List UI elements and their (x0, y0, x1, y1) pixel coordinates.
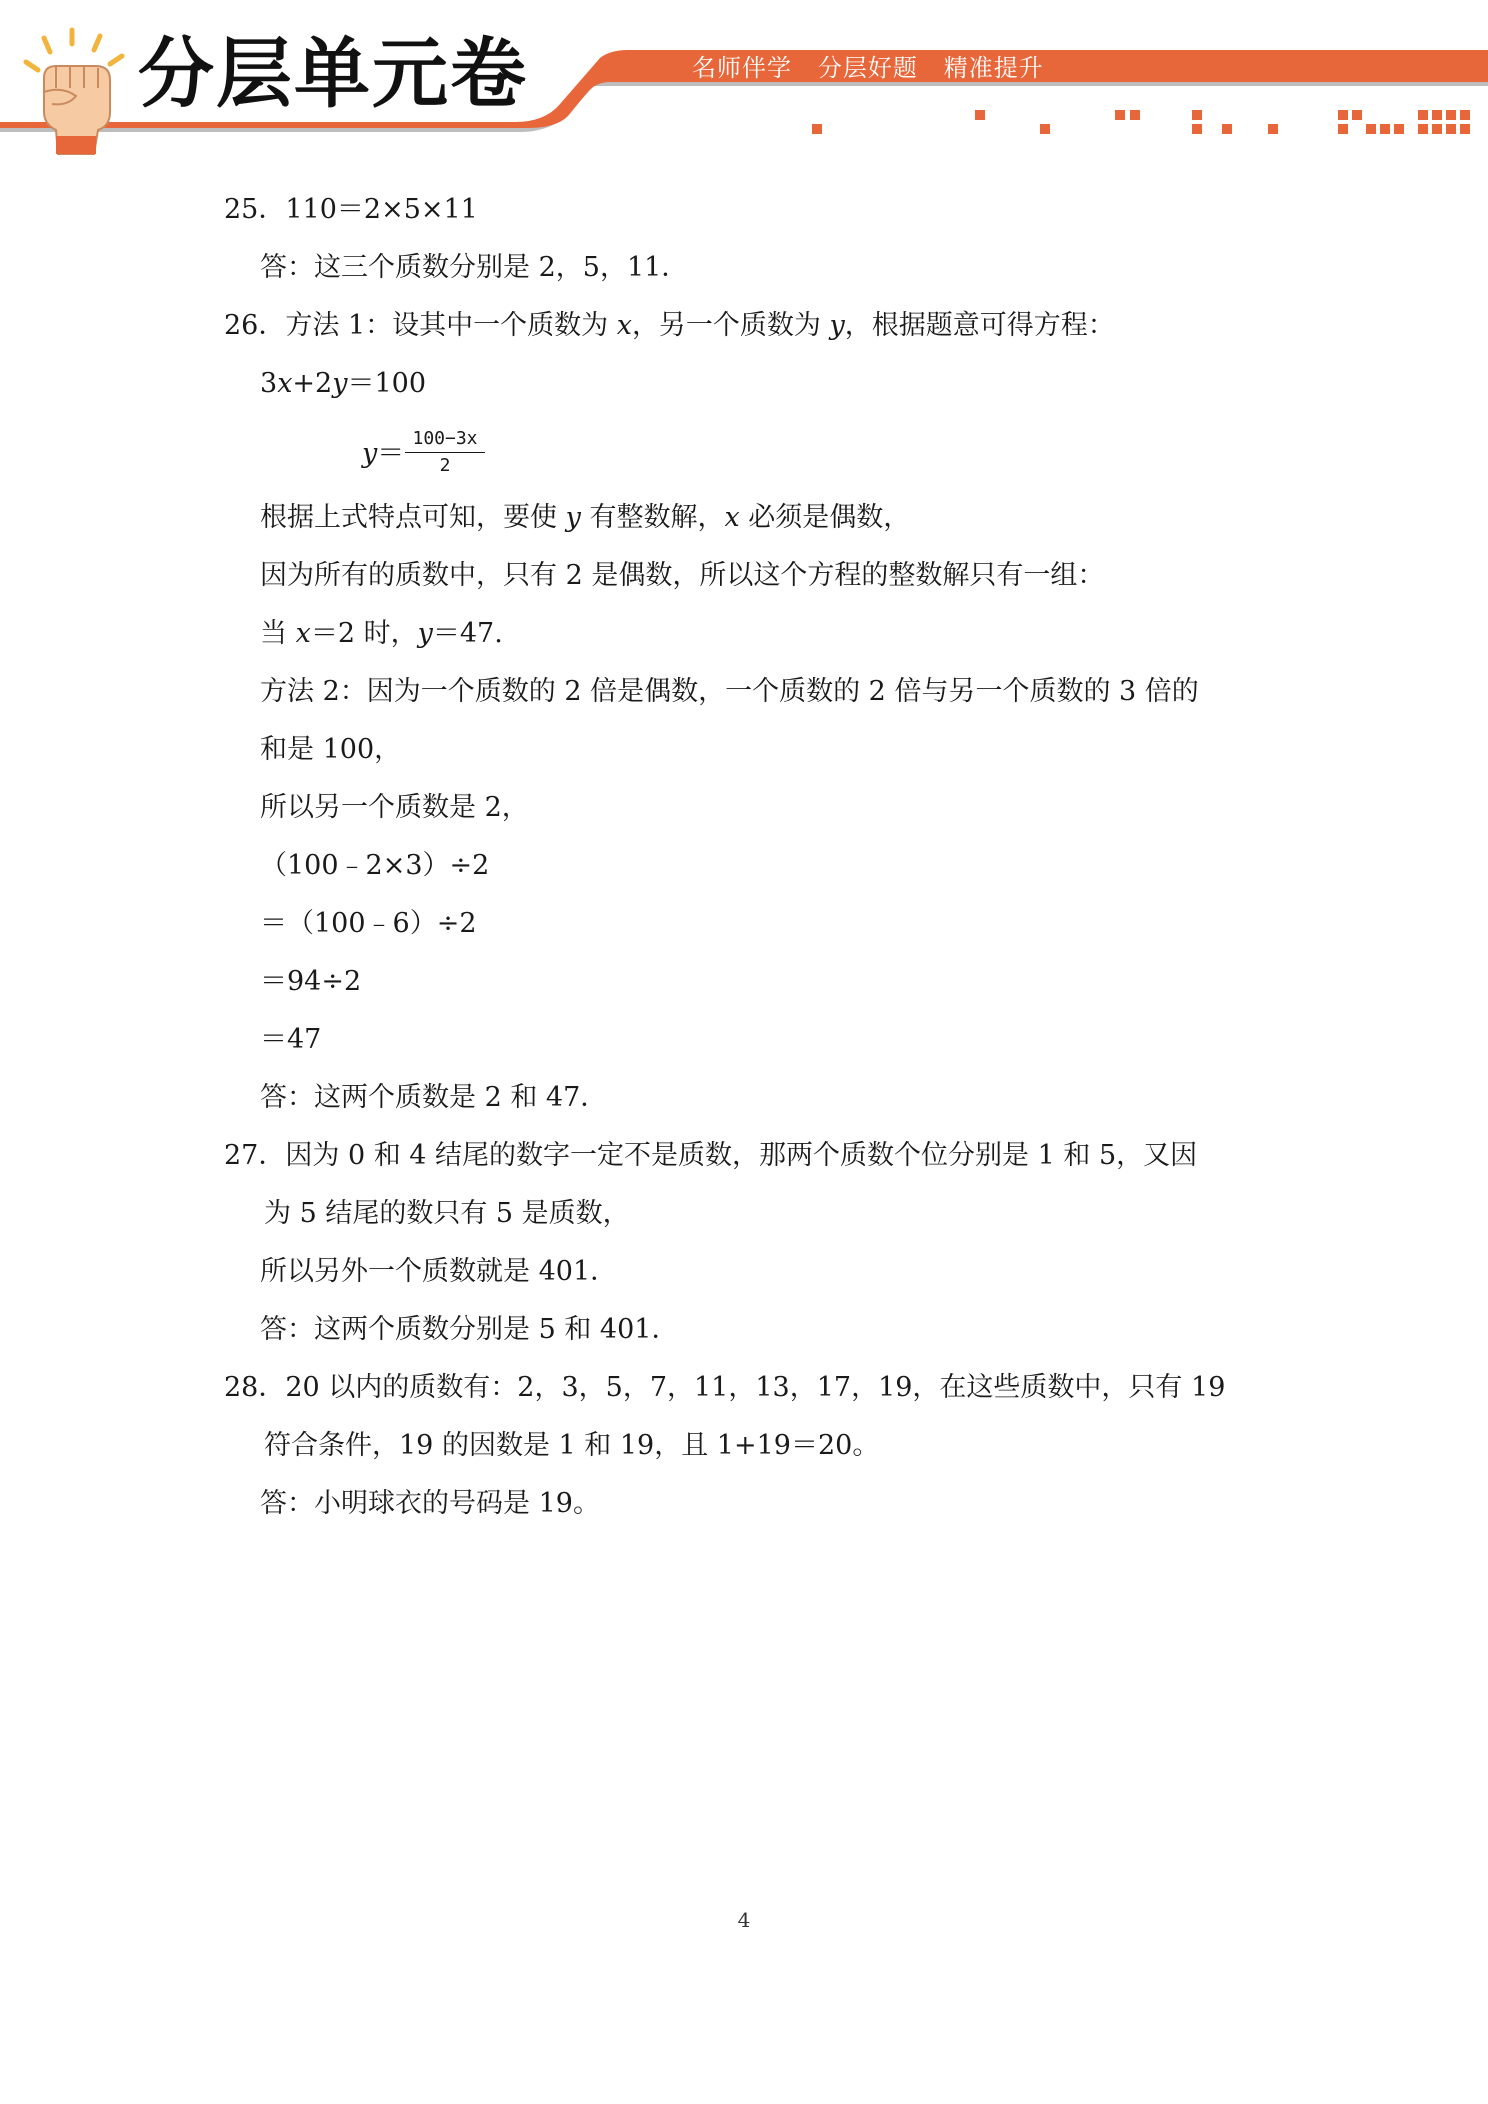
brand-title: 分层单元卷 (138, 29, 528, 118)
q26-method1-intro: 26．方法 1：设其中一个质数为 x，另一个质数为 y，根据题意可得方程： (224, 310, 1115, 341)
q26-line-reasoning: 根据上式特点可知，要使 y 有整数解，x 必须是偶数， (260, 502, 911, 533)
q26-line-solution: 当 x＝2 时，y＝47. (260, 618, 503, 649)
q26-line-even-prime: 因为所有的质数中，只有 2 是偶数，所以这个方程的整数解只有一组： (260, 560, 1105, 591)
q27-line2: 为 5 结尾的数只有 5 是质数， (264, 1198, 630, 1229)
q27-line3: 所以另外一个质数就是 401． (260, 1256, 618, 1287)
page-header (0, 0, 1488, 150)
q25-equation: 25．110＝2×5×11 (224, 194, 478, 225)
q28-line2: 符合条件，19 的因数是 1 和 19，且 1+19＝20。 (264, 1430, 880, 1461)
q26-calc-step2: ＝（100﹣6）÷2 (260, 908, 477, 939)
fraction-numerator: 100−3x (405, 428, 485, 453)
q26-method2-line3: 所以另一个质数是 2， (260, 792, 529, 823)
q26-equation: 3x+2y＝100 (260, 368, 427, 399)
fist-icon (14, 26, 134, 156)
q28-answer: 答：小明球衣的号码是 19。 (260, 1488, 600, 1519)
q26-method2-line1: 方法 2：因为一个质数的 2 倍是偶数，一个质数的 2 倍与另一个质数的 3 倍的 (260, 676, 1199, 707)
q25-answer: 答：这三个质数分别是 2，5，11． (260, 252, 689, 283)
q26-calc-step3: ＝94÷2 (260, 966, 362, 997)
header-slogan: 名师伴学 分层好题 精准提升 (692, 54, 1044, 82)
q26-answer: 答：这两个质数是 2 和 47． (260, 1082, 608, 1113)
q26-y-expression: y＝ (362, 438, 405, 469)
q26-fraction (405, 428, 485, 477)
fraction-denominator: 2 (439, 455, 451, 476)
page-number: 4 (737, 1908, 751, 1932)
q26-calc-step4: ＝47 (260, 1024, 322, 1055)
q26-calc-step1: （100﹣2×3）÷2 (260, 850, 490, 881)
q26-method2-line2: 和是 100， (260, 734, 402, 765)
q27-answer: 答：这两个质数分别是 5 和 401． (260, 1314, 679, 1345)
q27-line1: 27．因为 0 和 4 结尾的数字一定不是质数，那两个质数个位分别是 1 和 5，又因 (224, 1140, 1198, 1171)
q28-line1: 28．20 以内的质数有：2，3，5，7，11，13，17，19，在这些质数中，只有 19 (224, 1372, 1226, 1403)
